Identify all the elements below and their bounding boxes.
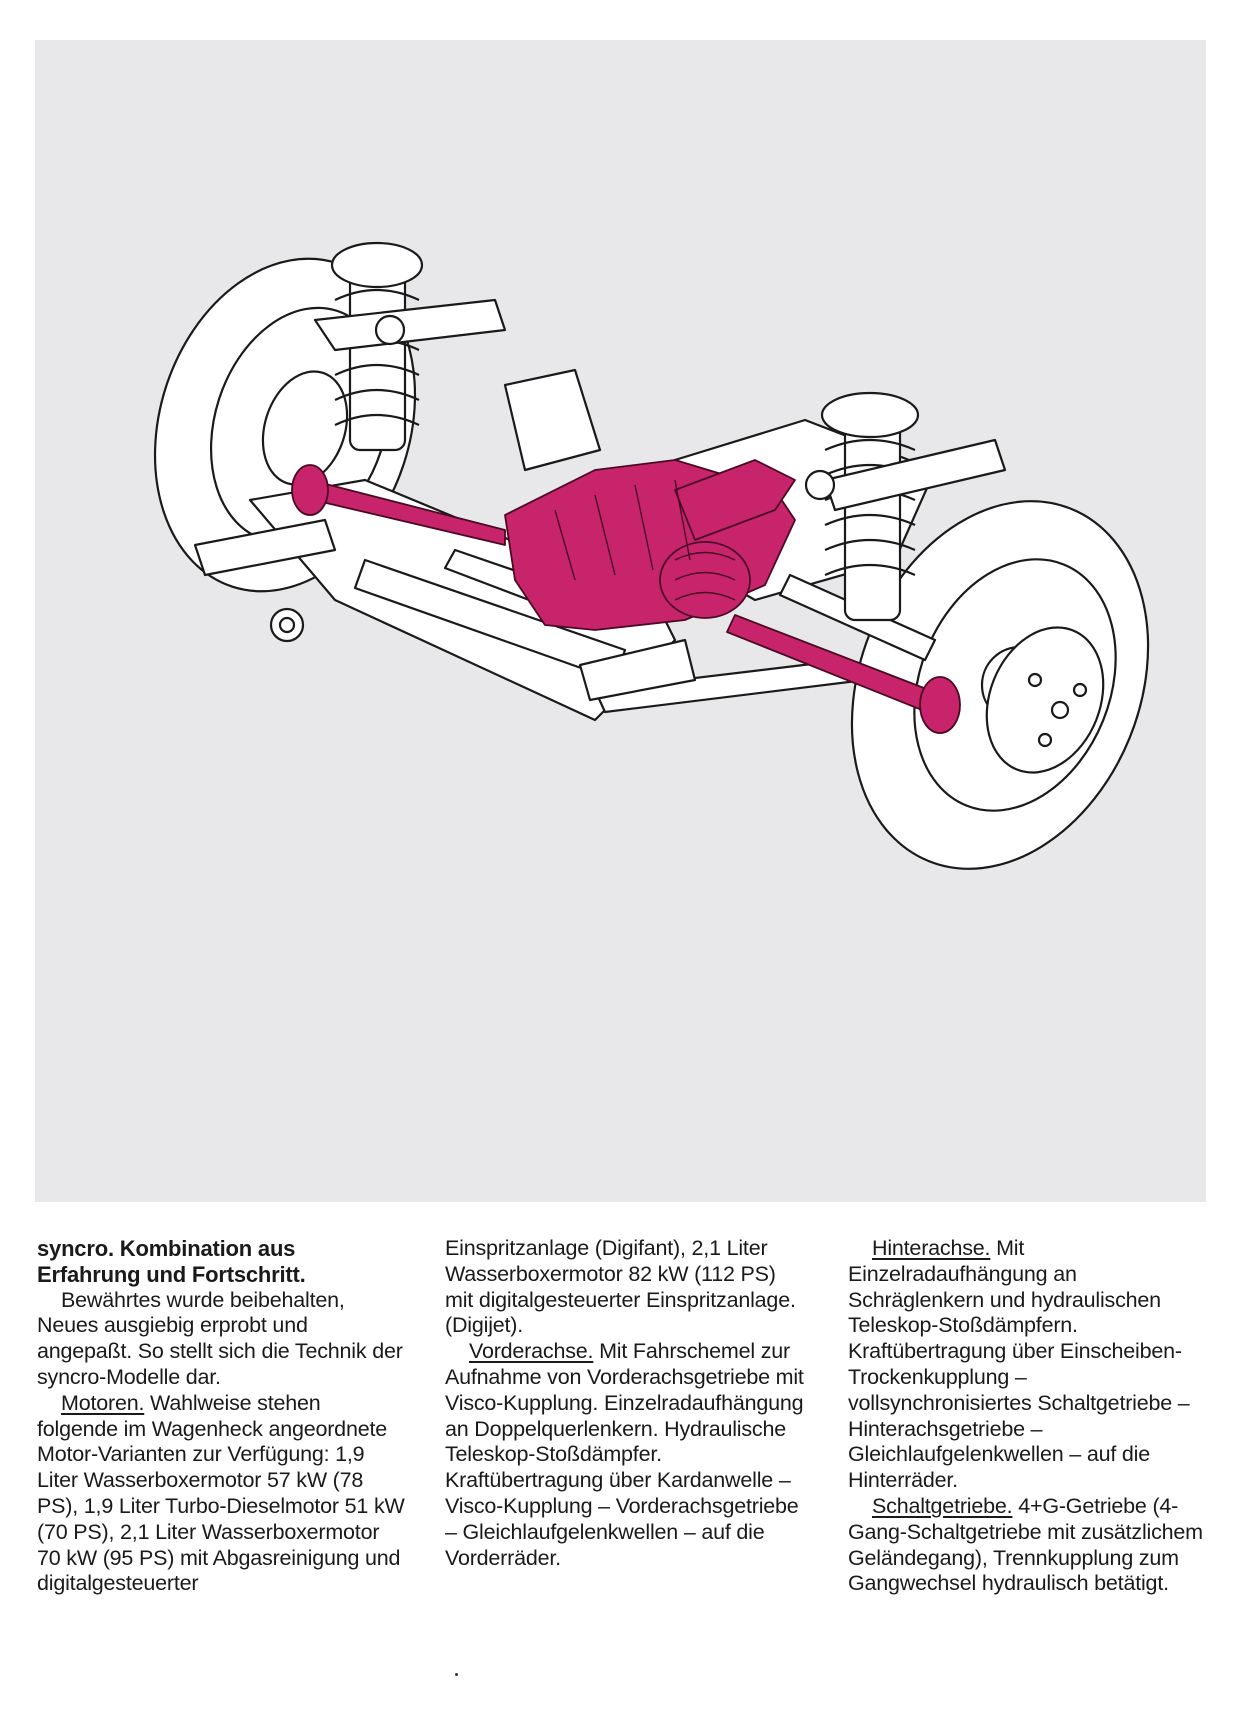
left-coil-spring [332, 243, 422, 287]
hinterachse-label: Hinterachse. [872, 1236, 991, 1260]
intro-paragraph: Bewährtes wurde beibehalten, Neues ausgiebig erprobt und angepaßt. So stellt sich die Technik der syncro-Modelle dar. [37, 1287, 403, 1389]
drivetrain-illustration [35, 40, 1206, 1202]
motoren-paragraph [37, 1391, 405, 1597]
print-speck [455, 1673, 458, 1676]
hinterachse-paragraph [848, 1236, 1208, 1494]
schaltgetriebe-label: Schaltgetriebe. [872, 1493, 1013, 1518]
text-column-1 [37, 1236, 405, 1597]
motoren-continuation: Einspritzanlage (Digifant), 2,1 Liter Wasserboxermotor 82 kW (112 PS) mit digitalgesteuerter Einspritzanlage. (Digijet). [445, 1236, 796, 1338]
schaltgetriebe-paragraph [848, 1494, 1208, 1597]
hinterachse-text: Mit Einzelradaufhängung an Schräglenkern und hydraulischen Teleskop-Stoßdämpfern. Kraftübertragung über Einscheiben-Trockenkupplung – vollsynchronisiertes Schaltgetriebe – Hinterachsgetriebe – Gleichlaufgelenkwellen – auf die Hinterräder. [848, 1236, 1190, 1493]
section-heading: syncro. Kombination aus Erfahrung und Fortschritt. [37, 1236, 306, 1287]
vorderachse-text: Mit Fahrschemel zur Aufnahme von Vorderachsgetriebe mit Visco-Kupplung. Einzelradaufhängung an Doppelquerlenkern. Hydraulische Teleskop-Stoßdämpfer. Kraftübertragung über Kardanwelle – Visco-Kupplung – Vorderachsgetriebe – Gleichlaufgelenkwellen – auf die Vorderräder. [445, 1339, 804, 1570]
text-column-3 [848, 1236, 1208, 1597]
vorderachse-label: Vorderachse. [469, 1339, 594, 1364]
illustration-panel [35, 40, 1206, 1202]
motoren-text: Wahlweise stehen folgende im Wagenheck angeordnete Motor-Varianten zur Verfügung: 1,9 Liter Wasserboxermotor 57 kW (78 PS), 1,9 Liter Turbo-Dieselmotor 51 kW (70 PS), 2,1 Liter Wasserboxermotor 70 kW (95 PS) mit Abgasreinigung und digitalgesteuerter [37, 1390, 405, 1596]
text-column-2 [445, 1236, 805, 1571]
right-coil-spring [822, 393, 918, 437]
schaltgetriebe-text: 4+G-Getriebe (4-Gang-Schaltgetriebe mit zusätzlichem Geländegang), Trennkupplung zum Gangwechsel hydraulisch betätigt. [848, 1493, 1203, 1596]
motoren-label: Motoren. [61, 1390, 145, 1415]
vorderachse-paragraph [445, 1339, 805, 1571]
